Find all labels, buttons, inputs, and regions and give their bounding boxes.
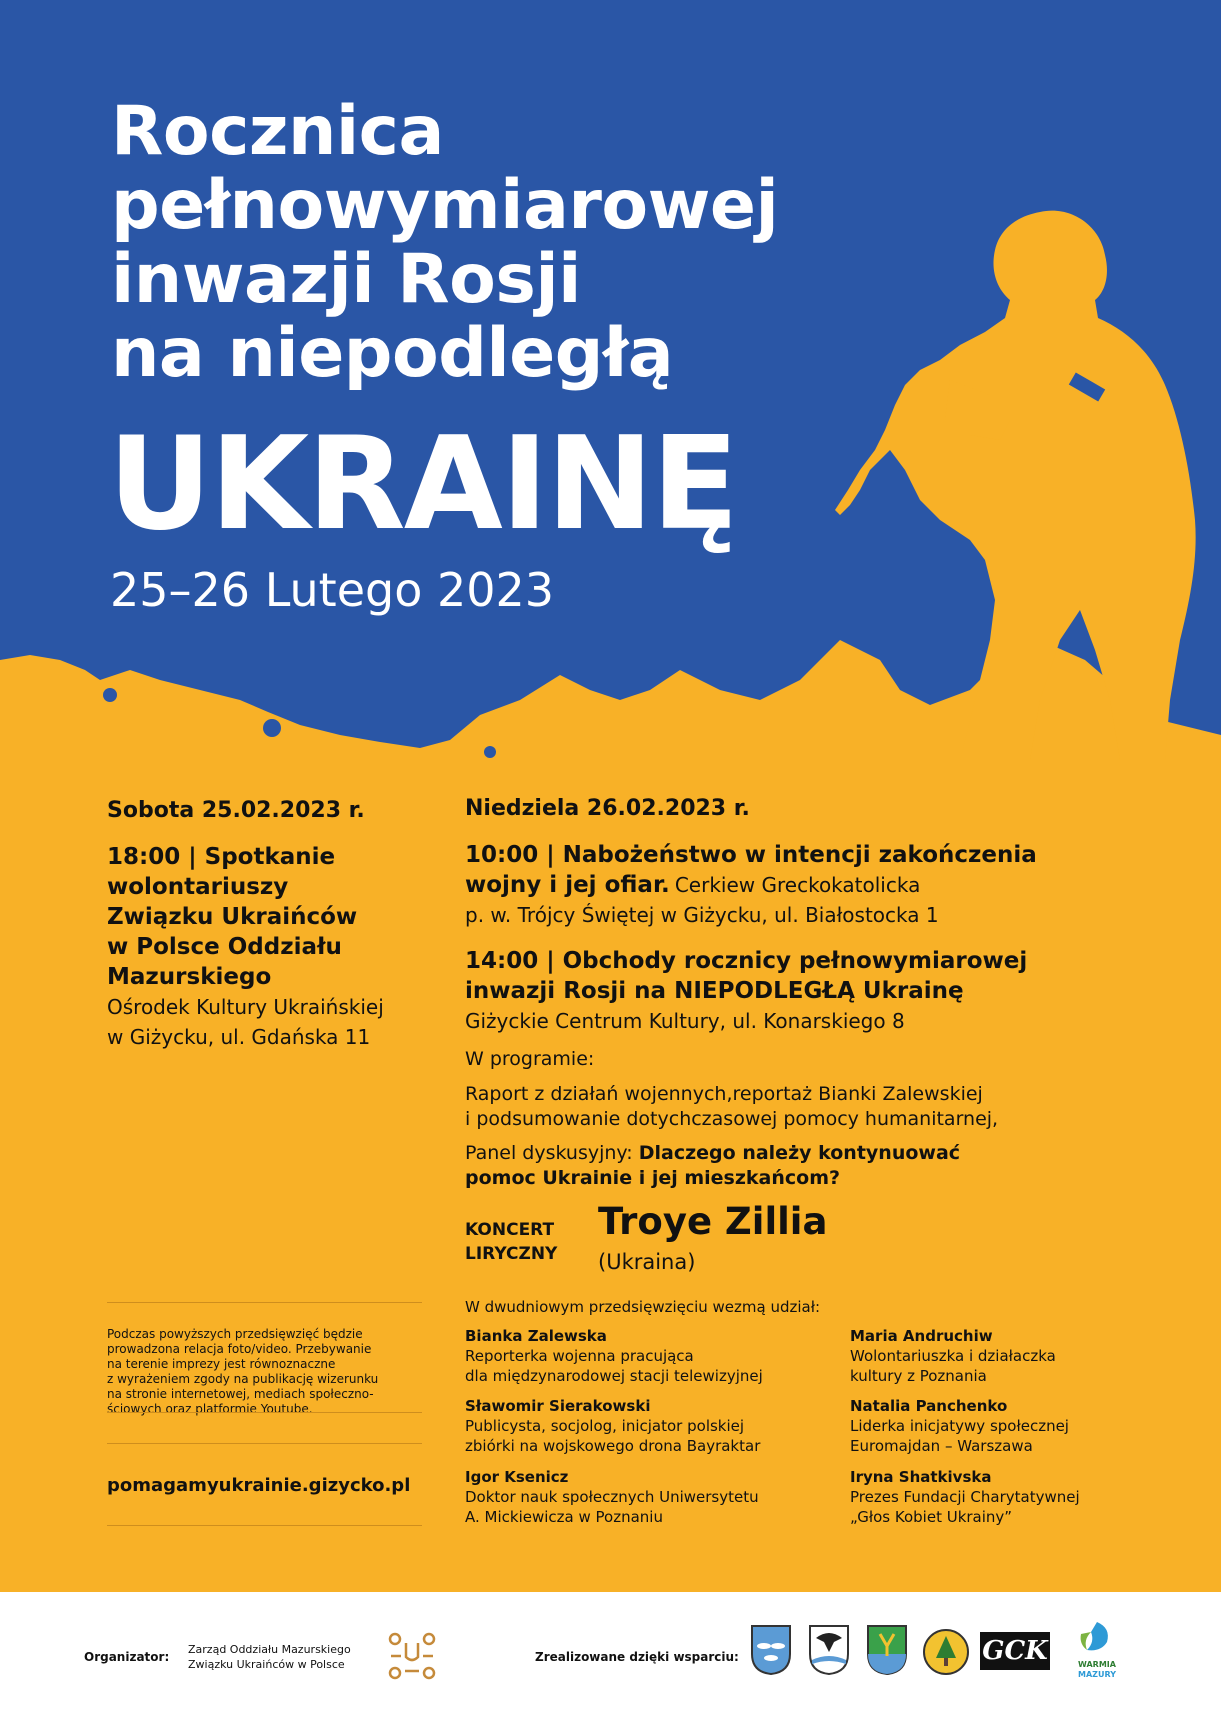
sunday-event-2: 14:00 | Obchody rocznicy pełnowymiarowej inwazji Rosji na NIEPODLEGŁĄ Ukrainę Giżyckie Centrum Kultury, ul. Konarskiego 8 — [465, 948, 1028, 1033]
title-line-2: pełnowymiarowej — [111, 166, 779, 245]
event-dates: 25–26 Lutego 2023 — [110, 563, 555, 617]
participant: Natalia Panchenko Liderka inicjatywy społecznej Euromajdan – Warszawa — [850, 1397, 1069, 1455]
organizer-logo-icon — [385, 1629, 439, 1683]
divider — [107, 1302, 422, 1303]
website-link[interactable]: pomagamyukrainie.gizycko.pl — [107, 1475, 411, 1496]
participant: Iryna Shatkivska Prezes Fundacji Charytatywnej „Głos Kobiet Ukrainy” — [850, 1468, 1080, 1526]
title-line-1: Rocznica — [111, 92, 444, 171]
concert-artist: Troye Zillia — [598, 1200, 828, 1243]
participants-heading: W dwudniowym przedsięwzięciu wezmą udział: — [465, 1298, 821, 1316]
participant: Maria Andruchiw Wolontariuszka i działaczka kultury z Poznania — [850, 1327, 1056, 1385]
program-label: W programie: — [465, 1048, 595, 1070]
divider — [107, 1525, 422, 1526]
photo-notice: Podczas powyższych przedsięwzięć będzie prowadzona relacja foto/video. Przebywanie na terenie imprezy jest równoznaczne z wyrażeniem zgody na publikację wizerunku na stronie internetowej, mediach społeczno- ściowych oraz platformie Youtube. — [107, 1327, 379, 1416]
main-title — [111, 92, 779, 393]
concert-label: KONCERT LIRYCZNY — [465, 1220, 558, 1264]
concert-country: (Ukraina) — [598, 1250, 696, 1274]
participant: Igor Ksenicz Doktor nauk społecznych Uniwersytetu A. Mickiewicza w Poznaniu — [465, 1468, 759, 1526]
title-ukraine: UKRAINĘ — [108, 410, 737, 559]
coat-of-arms-fish-icon — [750, 1624, 792, 1676]
divider — [107, 1412, 422, 1413]
saturday-event — [107, 842, 384, 1052]
forest-district-logo-icon — [922, 1628, 970, 1676]
sunday-event-1: 10:00 | Nabożeństwo w intencji zakończenia wojny i jej ofiar. Cerkiew Greckokatolicka p. w. Trójcy Świętej w Giżycku, ul. Białostocka 1 — [465, 842, 1037, 927]
support-label: Zrealizowane dzięki wsparciu: — [535, 1650, 739, 1664]
participant: Sławomir Sierakowski Publicysta, socjolog, inicjator polskiej zbiórki na wojskowego drona Bayraktar — [465, 1397, 761, 1455]
saturday-event-title: 18:00 | Spotkanie wolontariuszy Związku Ukraińców w Polsce Oddziału Mazurskiego — [107, 844, 358, 990]
panel-prefix: Panel dyskusyjny: — [465, 1142, 639, 1164]
divider — [107, 1443, 422, 1444]
saturday-heading: Sobota 25.02.2023 r. — [107, 798, 365, 823]
gck-logo: GCK — [980, 1632, 1050, 1670]
program-section: W programie: Raport z działań wojennych,reportaż Bianki Zalewskiej i podsumowanie dotychczasowej pomocy humanitarnej, Panel dyskusyjny: Dlaczego należy kontynuować pomoc Ukrainie i jej mieszkańcom? — [465, 1048, 999, 1189]
saturday-event-place: Ośrodek Kultury Ukraińskiej w Giżycku, ul. Gdańska 11 — [107, 995, 384, 1049]
coat-of-arms-deer-icon — [866, 1624, 908, 1676]
sunday-heading: Niedziela 26.02.2023 r. — [465, 796, 750, 821]
footer — [0, 1592, 1221, 1712]
title-line-3: inwazji Rosji — [111, 240, 581, 319]
warmia-mazury-emblem-icon — [1077, 1618, 1117, 1656]
participant: Bianka Zalewska Reporterka wojenna pracująca dla międzynarodowej stacji telewizyjnej — [465, 1327, 763, 1385]
organizer-label: Organizator: — [84, 1650, 170, 1664]
title-line-4: na niepodległą — [111, 314, 674, 393]
warmia-mazury-logo: WARMIA MAZURY — [1062, 1618, 1132, 1690]
panel-topic: Dlaczego należy kontynuować — [638, 1142, 961, 1164]
coat-of-arms-bird-icon — [808, 1624, 850, 1676]
organizer-name: Zarząd Oddziału Mazurskiego Związku Ukraińców w Polsce — [188, 1643, 351, 1671]
